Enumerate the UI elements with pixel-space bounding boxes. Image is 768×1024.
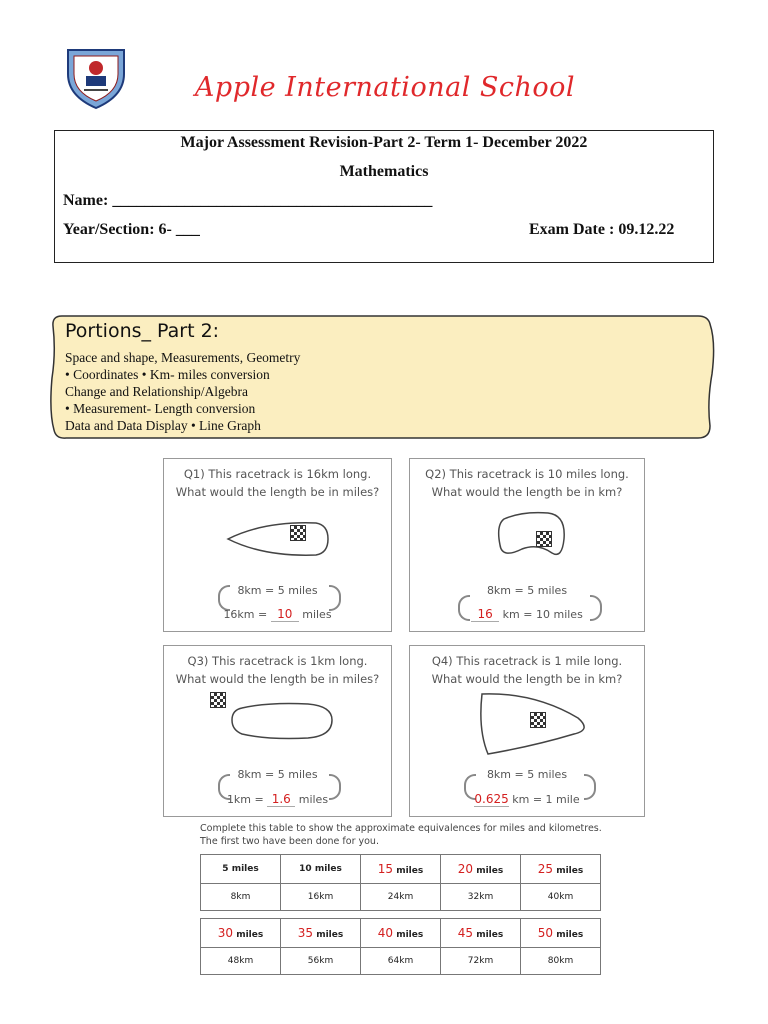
miles-answer[interactable]: 15 (377, 862, 394, 876)
conversion-rule: 8km = 5 miles (486, 768, 568, 781)
checkered-flag-icon (536, 531, 552, 547)
miles-cell[interactable] (361, 919, 441, 948)
checkered-flag-icon (290, 525, 306, 541)
question-card-q2 (409, 458, 645, 632)
question-card-q3 (163, 645, 392, 817)
table-instructions: Complete this table to show the approximate equivalences for miles and kilometres. The first two have been done for you. (200, 823, 602, 847)
miles-cell[interactable] (281, 919, 361, 948)
answer-field[interactable]: 0.625 (474, 792, 509, 806)
km-cell: 80km (521, 948, 601, 975)
checkered-flag-icon (530, 712, 546, 728)
miles-value: 5 (222, 864, 229, 874)
question-text: Q1) This racetrack is 16km long. What would the length be in miles? (175, 467, 380, 499)
answer-suffix: miles (298, 608, 332, 621)
school-name: Apple International School (194, 72, 576, 103)
answer-line (164, 607, 391, 622)
miles-unit: miles (396, 930, 424, 940)
answer-suffix: km = 10 miles (499, 608, 583, 621)
miles-unit: miles (231, 864, 259, 874)
question-text: Q3) This racetrack is 1km long. What would the length be in miles? (175, 654, 380, 686)
checkered-flag-icon (210, 692, 226, 708)
km-cell: 72km (441, 948, 521, 975)
portion-line: Space and shape, Measurements, Geometry (65, 350, 301, 365)
answer-field[interactable]: 16 (471, 607, 499, 622)
miles-unit: miles (476, 866, 504, 876)
question-card-q4 (409, 645, 645, 817)
miles-answer[interactable]: 30 (217, 926, 234, 940)
miles-cell[interactable] (521, 855, 601, 884)
answer-line (164, 792, 391, 807)
miles-unit: miles (556, 866, 584, 876)
question-text: Q2) This racetrack is 10 miles long. What would the length be in km? (425, 467, 629, 499)
km-cell: 24km (361, 884, 441, 911)
conversion-table-2 (200, 918, 601, 975)
miles-answer[interactable]: 25 (537, 862, 554, 876)
conversion-table-1 (200, 854, 601, 911)
answer-field[interactable]: 1.6 (267, 792, 295, 807)
miles-unit: miles (396, 866, 424, 876)
conversion-rule: 8km = 5 miles (237, 768, 318, 781)
answer-line (410, 792, 644, 807)
miles-cell[interactable] (361, 855, 441, 884)
miles-answer[interactable]: 35 (297, 926, 314, 940)
km-cell: 64km (361, 948, 441, 975)
miles-cell (201, 855, 281, 884)
miles-cell[interactable] (201, 919, 281, 948)
miles-value: 10 (299, 864, 312, 874)
portion-line: • Measurement- Length conversion (65, 401, 256, 416)
miles-cell[interactable] (441, 919, 521, 948)
km-cell: 32km (441, 884, 521, 911)
km-cell: 48km (201, 948, 281, 975)
portion-line: Data and Data Display • Line Graph (65, 418, 261, 433)
assessment-title: Major Assessment Revision-Part 2- Term 1- December 2022 (180, 134, 588, 151)
portions-title: Portions_ Part 2: (65, 320, 220, 342)
year-section-field[interactable]: Year/Section: 6- ___ (63, 221, 200, 238)
miles-cell[interactable] (521, 919, 601, 948)
portions-panel (48, 312, 716, 442)
miles-unit: miles (236, 930, 264, 940)
miles-unit: miles (556, 930, 584, 940)
miles-unit: miles (476, 930, 504, 940)
answer-line (410, 607, 644, 622)
name-field[interactable]: Name: ________________________________________ (63, 192, 433, 209)
exam-date: Exam Date : 09.12.22 (529, 221, 675, 238)
miles-cell (281, 855, 361, 884)
miles-unit: miles (314, 864, 342, 874)
miles-answer[interactable]: 50 (537, 926, 554, 940)
km-cell: 16km (281, 884, 361, 911)
racetrack-icon (224, 517, 334, 559)
km-cell: 56km (281, 948, 361, 975)
answer-suffix: miles (295, 793, 329, 806)
answer-prefix: 1km = (226, 793, 268, 806)
subject-label: Mathematics (339, 163, 429, 180)
answer-prefix: 16km = (223, 608, 271, 621)
racetrack-icon (492, 509, 572, 561)
conversion-rule: 8km = 5 miles (237, 584, 318, 597)
question-card-q1 (163, 458, 392, 632)
school-crest-icon (62, 44, 130, 110)
question-text: Q4) This racetrack is 1 mile long. What would the length be in km? (431, 654, 623, 686)
portion-line: Change and Relationship/Algebra (65, 384, 248, 399)
miles-answer[interactable]: 40 (377, 926, 394, 940)
answer-suffix: km = 1 mile (508, 793, 580, 806)
miles-answer[interactable]: 20 (457, 862, 474, 876)
header-box (54, 130, 714, 263)
racetrack-icon (228, 700, 338, 742)
answer-field[interactable]: 10 (271, 607, 299, 622)
miles-unit: miles (316, 930, 344, 940)
miles-answer[interactable]: 45 (457, 926, 474, 940)
miles-cell[interactable] (441, 855, 521, 884)
km-cell: 40km (521, 884, 601, 911)
portion-line: • Coordinates • Km- miles conversion (65, 367, 270, 382)
km-cell: 8km (201, 884, 281, 911)
conversion-rule: 8km = 5 miles (486, 584, 568, 597)
